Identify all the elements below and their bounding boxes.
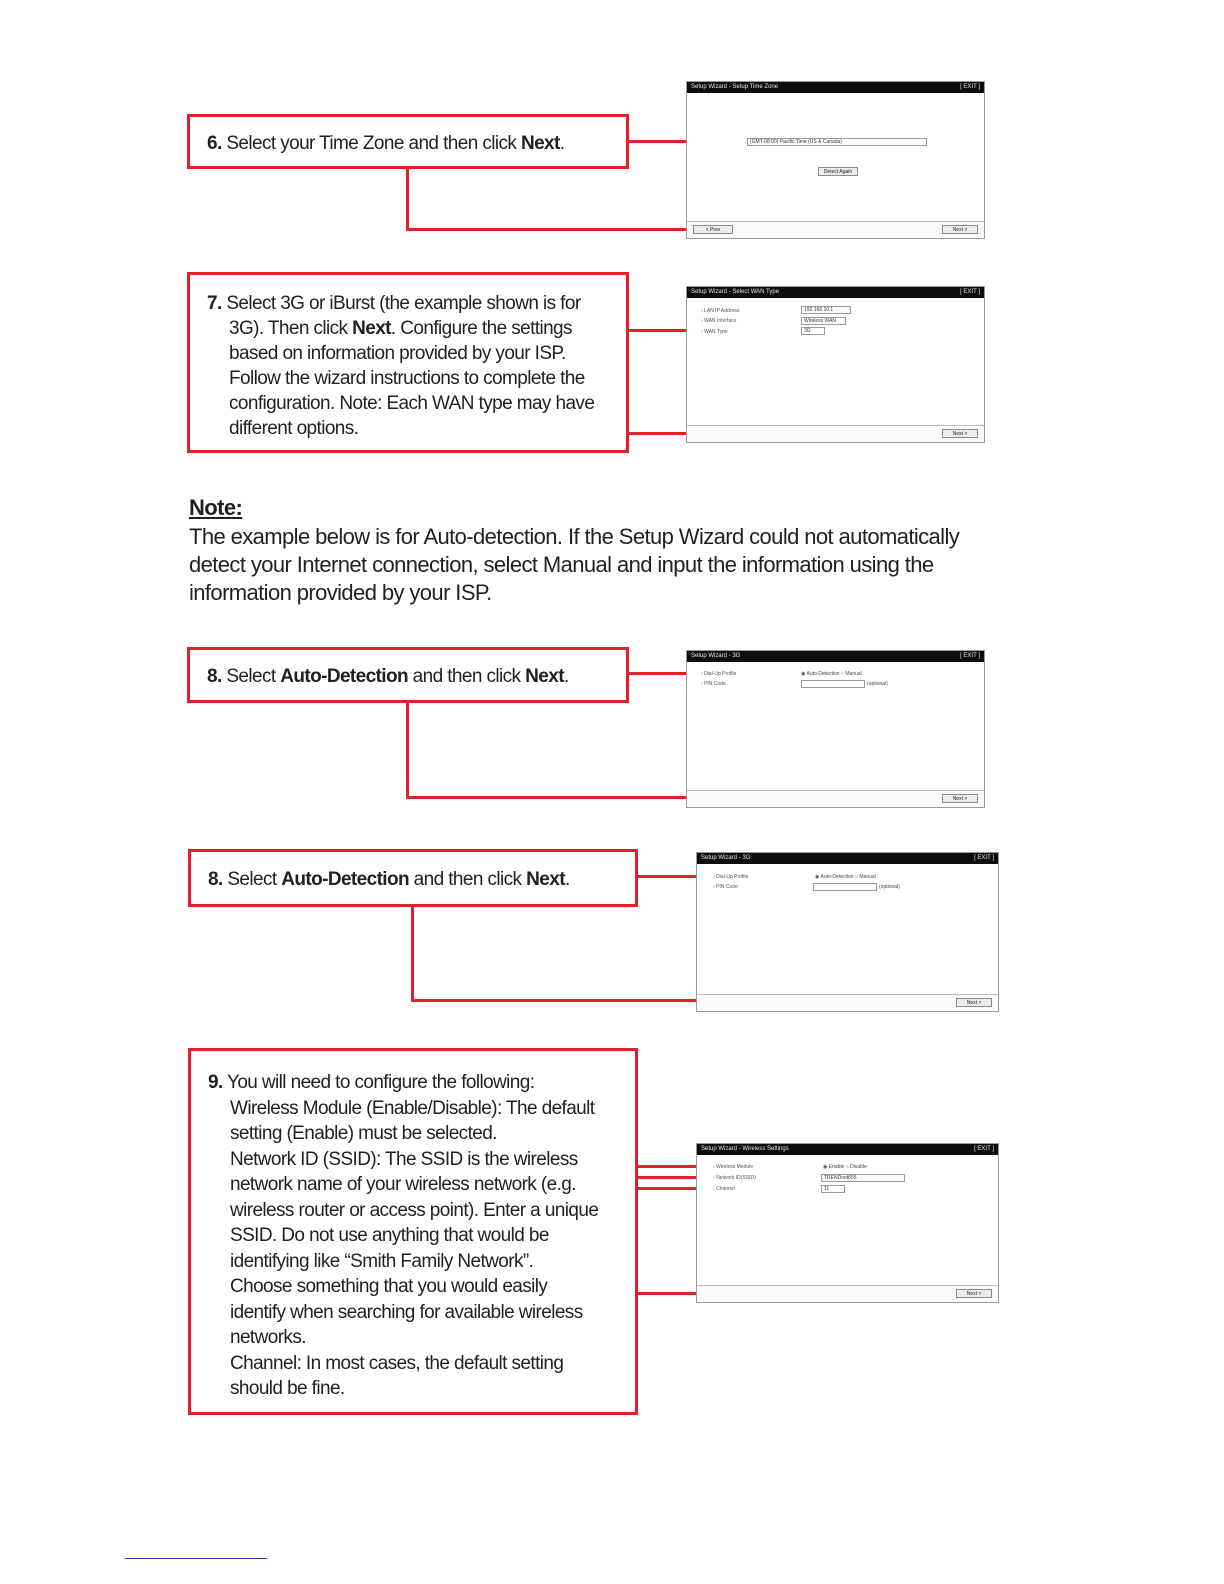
manual-radio[interactable]: Manual — [859, 874, 876, 880]
screenshot-3g-first — [686, 650, 985, 808]
connector-line — [411, 907, 414, 1002]
wireless-module-label: › Wireless Module — [713, 1164, 753, 1170]
wan-interface-select[interactable]: Wireless WAN — [801, 317, 846, 325]
wan-type-label: › WAN Type — [701, 329, 728, 335]
footer-rule — [125, 1558, 267, 1559]
step-6-callout — [187, 114, 629, 169]
next-button[interactable]: Next > — [956, 1289, 992, 1298]
disable-radio[interactable]: Disable — [850, 1164, 867, 1170]
wizard-footer — [687, 221, 984, 238]
dialup-profile-label: › Dial-Up Profile — [701, 671, 736, 677]
wan-interface-label: › WAN Interface — [701, 318, 736, 324]
note-heading: Note: — [189, 495, 243, 520]
wizard-title-bar: Setup Wizard - Setup Time Zone [ EXIT ] — [687, 82, 984, 93]
manual-radio[interactable]: Manual — [845, 671, 862, 677]
next-button[interactable]: Next > — [956, 998, 992, 1007]
wizard-title-bar: Setup Wizard - Select WAN Type [ EXIT ] — [687, 287, 984, 298]
wizard-title-bar: Setup Wizard - 3G [ EXIT ] — [697, 853, 998, 864]
exit-link[interactable]: [ EXIT ] — [960, 653, 980, 659]
timezone-select[interactable]: (GMT-08:00) Pacific Time (US & Canada) — [747, 138, 927, 146]
detect-again-button[interactable]: Detect Again — [818, 167, 858, 176]
screenshot-wireless — [696, 1143, 999, 1303]
auto-detection-radio[interactable]: ◉ Auto-Detection ○ Manual — [801, 671, 862, 677]
wizard-title-bar: Setup Wizard - 3G [ EXIT ] — [687, 651, 984, 662]
exit-link[interactable]: [ EXIT ] — [960, 289, 980, 295]
screenshot-timezone — [686, 81, 985, 239]
next-button[interactable]: Next > — [942, 429, 978, 438]
exit-link[interactable]: [ EXIT ] — [960, 84, 980, 90]
step-number: 8. — [207, 666, 222, 687]
wizard-footer — [687, 790, 984, 807]
step-number: 9. — [208, 1072, 223, 1093]
exit-link[interactable]: [ EXIT ] — [974, 855, 994, 861]
ssid-label: › Network ID(SSID) — [713, 1175, 756, 1181]
step-8-callout: 8. Select Auto-Detection and then click Next. — [187, 647, 629, 703]
step-number: 6. — [207, 133, 222, 154]
pin-code-label: › PIN Code — [713, 884, 738, 890]
exit-link[interactable]: [ EXIT ] — [974, 1146, 994, 1152]
step-number: 7. — [207, 293, 222, 314]
wizard-footer — [697, 994, 998, 1011]
step-7-callout: 7. Select 3G or iBurst (the example shown is for 3G). Then click Next. Configure the settings based on information provided by your ISP. Follow the wizard instructions to complete the configuration. Note: Each WAN type may have different options. — [187, 272, 629, 453]
pin-code-label: › PIN Code — [701, 681, 726, 687]
enable-radio[interactable]: ◉ Enable ○ Disable — [823, 1164, 867, 1170]
note-body: The example below is for Auto-detection. If the Setup Wizard could not automatically detect your Internet connection, select Manual and input the information using the information provided by your ISP. — [189, 524, 960, 605]
wan-type-select[interactable]: 3G — [801, 327, 825, 335]
channel-select[interactable]: 11 — [821, 1185, 845, 1193]
connector-line — [406, 169, 409, 231]
auto-detection-radio[interactable]: ◉ Auto-Detection ○ Manual — [815, 874, 876, 880]
pin-code-field[interactable] — [813, 883, 877, 891]
wizard-title-bar: Setup Wizard - Wireless Settings [ EXIT ] — [697, 1144, 998, 1155]
step-6-text: 6. Select your Time Zone and then click Next. — [207, 133, 565, 154]
lan-ip-field[interactable]: 192.168.10.1 — [801, 306, 851, 314]
prev-button[interactable]: < Prev — [693, 225, 733, 234]
connector-line — [406, 703, 409, 799]
wizard-footer — [697, 1285, 998, 1302]
pin-code-field[interactable] — [801, 680, 865, 688]
next-button[interactable]: Next > — [942, 225, 978, 234]
lan-ip-label: › LAN IP Address — [701, 308, 739, 314]
step-9-callout: 9. You will need to configure the following: Wireless Module (Enable/Disable): The default setting (Enable) must be selected. Network ID (SSID): The SSID is the wireless network name of your wireless network (e.g. wireless router or access point). Enter a unique SSID. Do not use anything that would be identifying like “Smith Family Network”. Choose something that you would easily identify when searching for available wireless networks. Channel: In most cases, the default setting should be fine. — [188, 1048, 638, 1415]
channel-label: › Channel — [713, 1186, 735, 1192]
ssid-field[interactable]: TRENDnet655 — [821, 1174, 905, 1182]
dialup-profile-label: › Dial-Up Profile — [713, 874, 748, 880]
step-8-callout: 8. Select Auto-Detection and then click Next. — [188, 849, 638, 907]
screenshot-wan-type — [686, 286, 985, 443]
screenshot-3g-second — [696, 852, 999, 1012]
next-button[interactable]: Next > — [942, 794, 978, 803]
optional-hint: (optional) — [879, 884, 900, 890]
step-number: 8. — [208, 869, 223, 890]
wizard-footer — [687, 425, 984, 442]
optional-hint: (optional) — [867, 681, 888, 687]
